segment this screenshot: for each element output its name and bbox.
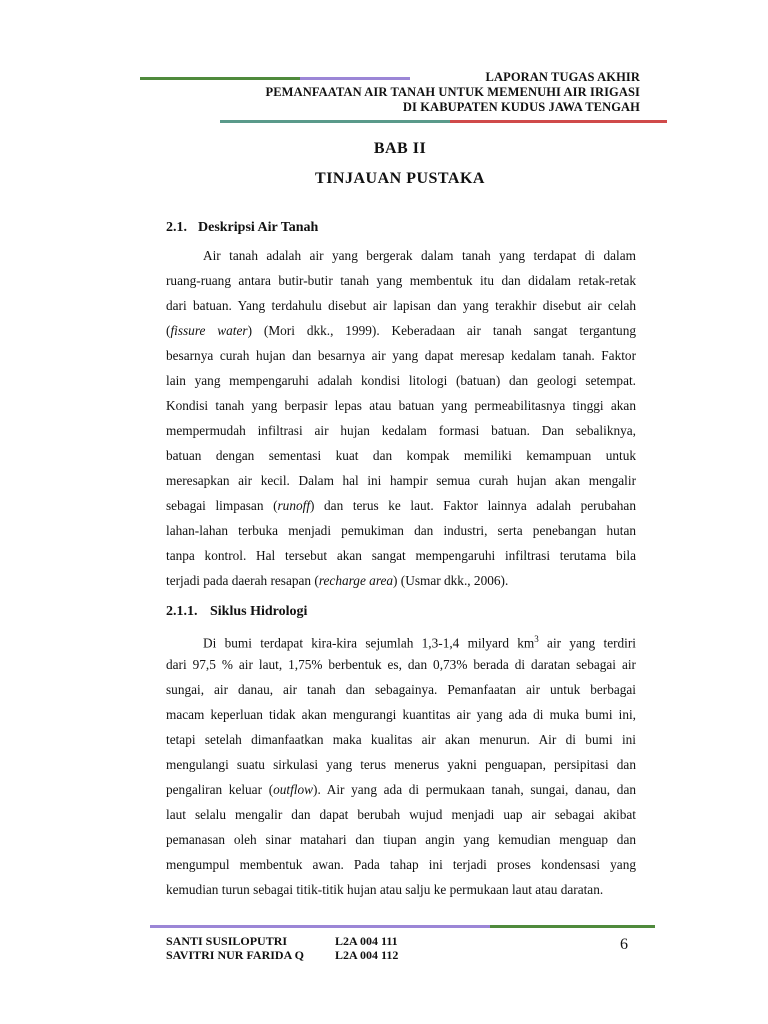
section-2-1-1-title: Siklus Hidrologi <box>210 604 308 619</box>
section-2-1-number: 2.1. <box>166 220 187 235</box>
chapter-number: BAB II <box>373 140 427 157</box>
paragraph-text: ). Air yang ada di permukaan tanah, sungai, danau, dan <box>313 782 636 797</box>
paragraph-line <box>166 318 636 343</box>
paragraph-text: Di bumi terdapat kira-kira sejumlah 1,3-1,4 milyard km <box>203 635 535 651</box>
section-2-1-1-paragraph <box>166 627 636 902</box>
section-2-1-1-number: 2.1.1. <box>166 604 198 619</box>
paragraph-line: mempermudah infiltrasi air hujan kedalam formasi batuan. Dan sebaliknya, <box>166 423 636 438</box>
paragraph-line: meresapkan air kecil. Dalam hal ini hampir semua curah hujan akan mengalir <box>166 473 636 488</box>
section-2-1-paragraph <box>166 243 636 593</box>
footer-author-1: SANTI SUSILOPUTRI <box>166 934 288 948</box>
section-2-1-1-heading <box>166 604 307 620</box>
header-bar-bottom-teal <box>220 120 450 123</box>
paragraph-line: batuan dengan sementasi kuat dan kompak memiliki kemampuan untuk <box>166 448 636 463</box>
section-2-1-heading <box>166 220 318 236</box>
header-report-type: LAPORAN TUGAS AKHIR <box>485 70 640 84</box>
paragraph-line: lain yang mempengaruhi adalah kondisi litologi (batuan) dan geologi setempat. <box>166 373 636 388</box>
paragraph-line: lahan-lahan terbuka menjadi pemukiman dan industri, serta penebangan hutan <box>166 523 636 538</box>
footer-nim-1: L2A 004 111 <box>335 934 398 948</box>
footer-bar-green <box>490 925 655 928</box>
chapter-title: TINJAUAN PUSTAKA <box>315 170 485 187</box>
paragraph-text: ) (Mori dkk., 1999). Keberadaan air tanah sangat tergantung <box>247 323 636 338</box>
header-title-line2: DI KABUPATEN KUDUS JAWA TENGAH <box>402 100 640 114</box>
paragraph-text: air yang terdiri <box>538 635 636 651</box>
italic-term: outflow <box>273 782 314 797</box>
section-2-1-title: Deskripsi Air Tanah <box>198 220 319 235</box>
italic-term: recharge area <box>318 573 394 588</box>
paragraph-line: tetapi setelah dimanfaatkan maka kualitas air akan menurun. Air di bumi ini <box>166 732 636 747</box>
paragraph-text: ) dan terus ke laut. Faktor lainnya adalah perubahan <box>310 498 636 513</box>
paragraph-line: sungai, air danau, air tanah dan sebagainya. Pemanfaatan air untuk berbagai <box>166 682 636 697</box>
paragraph-text: pengaliran keluar ( <box>166 782 274 797</box>
paragraph-line: tanpa kontrol. Hal tersebut akan sangat mempengaruhi infiltrasi terutama bila <box>166 548 636 563</box>
paragraph-line: macam keperluan tidak akan mengurangi kuantitas air yang ada di muka bumi ini, <box>166 707 636 722</box>
paragraph-text: terjadi pada daerah resapan ( <box>166 573 319 588</box>
header-bar-bottom-red <box>450 120 667 123</box>
paragraph-line <box>166 493 636 518</box>
paragraph-line: mengumpul membentuk awan. Pada tahap ini terjadi proses kondensasi yang <box>166 857 636 872</box>
paragraph-text: ) (Usmar dkk., 2006). <box>393 573 509 588</box>
page-number: 6 <box>620 936 628 953</box>
paragraph-line <box>166 627 636 652</box>
superscript: 3 <box>534 634 539 644</box>
paragraph-line: pemanasan oleh sinar matahari dan tiupan angin yang kemudian menguap dan <box>166 832 636 847</box>
paragraph-line <box>166 568 636 593</box>
paragraph-line: ruang-ruang antara butir-butir tanah yang membentuk itu dan didalam retak-retak <box>166 273 636 288</box>
paragraph-line: mengulangi suatu sirkulasi yang terus menerus yakni penguapan, persipitasi dan <box>166 757 636 772</box>
paragraph-line: Air tanah adalah air yang bergerak dalam tanah yang terdapat di dalam <box>203 248 636 263</box>
paragraph-line: dari 97,5 % air laut, 1,75% berbentuk es, dan 0,73% berada di daratan sebagai air <box>166 657 636 672</box>
footer-nim-2: L2A 004 112 <box>335 948 399 962</box>
paragraph-line: dari batuan. Yang terdahulu disebut air lapisan dan yang terakhir disebut air celah <box>166 298 636 313</box>
italic-term: fissure water <box>170 323 248 338</box>
paragraph-line <box>166 777 636 802</box>
paragraph-line: besarnya curah hujan dan besarnya air yang dapat meresap kedalam tanah. Faktor <box>166 348 636 363</box>
paragraph-line: Kondisi tanah yang berpasir lepas atau batuan yang permeabilitasnya tinggi akan <box>166 398 636 413</box>
paragraph-line: kemudian turun sebagai titik-titik hujan atau salju ke permukaan laut atau daratan. <box>166 882 604 897</box>
italic-term: runoff <box>277 498 311 513</box>
header-title-line1: PEMANFAATAN AIR TANAH UNTUK MEMENUHI AIR IRIGASI <box>265 85 640 99</box>
paragraph-line: laut selalu mengalir dan dapat berubah wujud menjadi uap air sebagai akibat <box>166 807 636 822</box>
footer-bar-purple <box>150 925 490 928</box>
paragraph-text: sebagai limpasan ( <box>166 498 278 513</box>
paragraph-text: ( <box>166 323 171 338</box>
footer-author-2: SAVITRI NUR FARIDA Q <box>166 948 304 962</box>
